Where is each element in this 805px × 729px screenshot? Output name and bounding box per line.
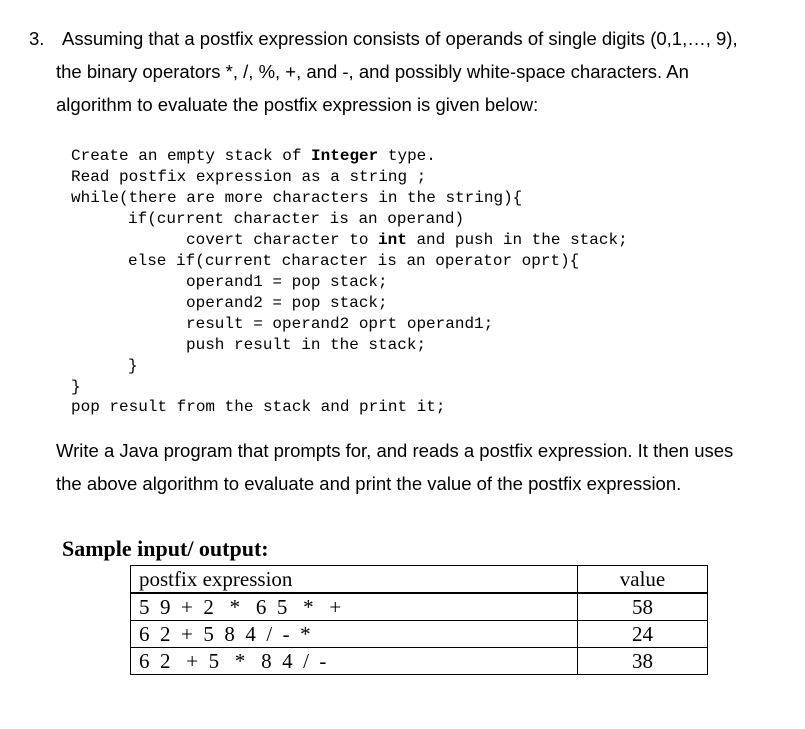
code-line-2: Read postfix expression as a string ; — [71, 168, 427, 186]
intro-line-1: Assuming that a postfix expression consists of operands of single digits (0,1,…, 9), — [62, 28, 738, 49]
code-line-3: while(there are more characters in the string){ — [71, 189, 523, 207]
table-row — [131, 648, 708, 675]
code-line-4: if(current character is an operand) — [128, 210, 465, 228]
code-line-11: } — [128, 357, 138, 375]
sample-heading: Sample input/ output: — [62, 536, 269, 561]
row-expression: 5 9 + 2 * 6 5 * + — [131, 593, 578, 621]
row-value: 58 — [578, 593, 708, 621]
table-row — [131, 593, 708, 621]
code-line-8: operand2 = pop stack; — [186, 294, 388, 312]
code-line-1: Create an empty stack of Integer type. — [71, 147, 436, 165]
task-line-2: the above algorithm to evaluate and print the value of the postfix expression. — [56, 473, 682, 494]
code-line-7: operand1 = pop stack; — [186, 273, 388, 291]
code-line-10: push result in the stack; — [186, 336, 427, 354]
code-line-13: pop result from the stack and print it; — [71, 398, 446, 416]
column-header-expression: postfix expression — [131, 566, 578, 594]
table-row — [131, 621, 708, 648]
code-line-9: result = operand2 oprt operand1; — [186, 315, 494, 333]
row-value: 24 — [578, 621, 708, 648]
question-number: 3. — [29, 28, 45, 49]
row-expression: 6 2 + 5 * 8 4 / - — [131, 648, 578, 675]
row-value: 38 — [578, 648, 708, 675]
code-line-5: covert character to int and push in the stack; — [186, 231, 628, 249]
task-line-1: Write a Java program that prompts for, and reads a postfix expression. It then uses — [56, 440, 734, 461]
intro-line-2: the binary operators *, /, %, +, and -, and possibly white-space characters. An — [56, 61, 689, 82]
table-header-row — [131, 566, 708, 594]
column-header-value: value — [578, 566, 708, 594]
row-expression: 6 2 + 5 8 4 / - * — [131, 621, 578, 648]
code-line-6: else if(current character is an operator oprt){ — [128, 252, 580, 270]
intro-line-3: algorithm to evaluate the postfix expression is given below: — [56, 94, 539, 115]
code-line-12: } — [71, 378, 81, 396]
sample-table — [130, 565, 708, 675]
